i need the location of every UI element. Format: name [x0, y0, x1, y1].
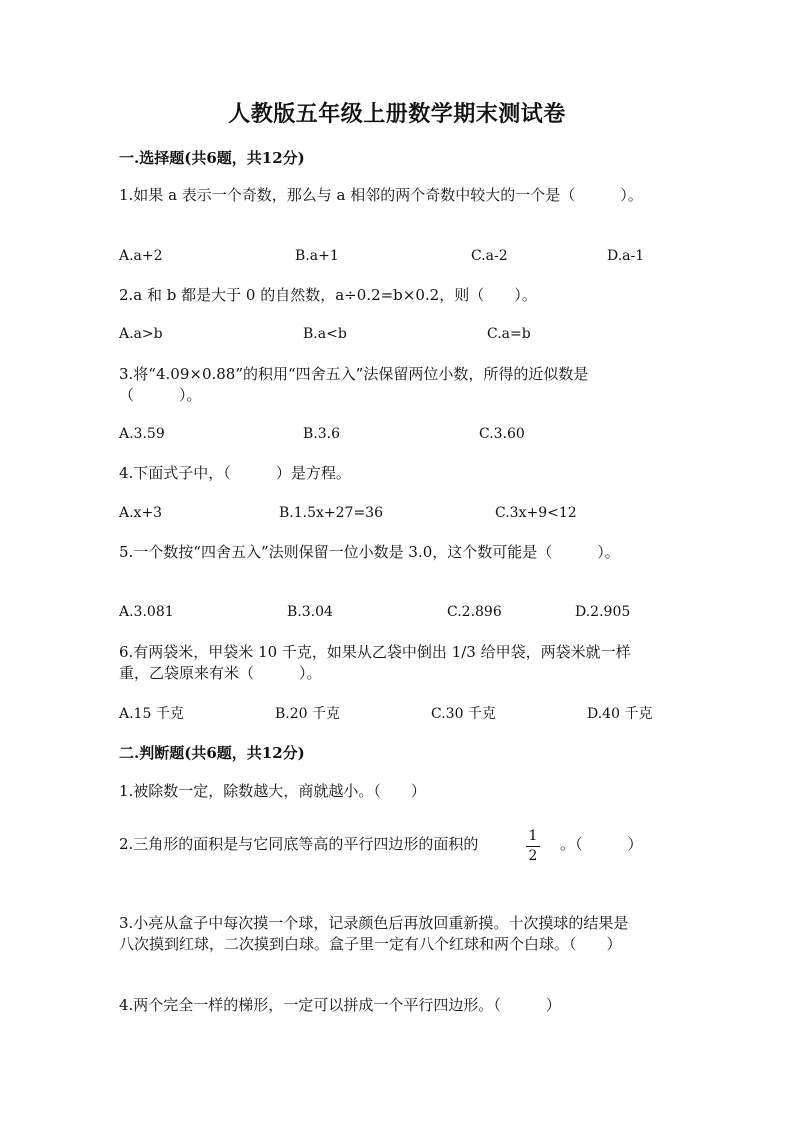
- q6-option-d: D.40 千克: [587, 706, 653, 722]
- judgement-3-text: 3.小亮从盒子中每次摸一个球，记录颜色后再放回重新摸。十次摸球的结果是: [119, 914, 629, 932]
- q1-option-b: B.a+1: [295, 248, 339, 264]
- fraction-one-half: [524, 829, 542, 864]
- q1-option-d: D.a-1: [607, 248, 645, 264]
- q3-option-c: C.3.60: [479, 426, 525, 442]
- q2-option-b: B.a<b: [303, 326, 347, 342]
- q2-option-a: A.a>b: [119, 326, 163, 342]
- question-2-text: 2.a 和 b 都是大于 0 的自然数，a÷0.2=b×0.2，则（ ）。: [119, 286, 537, 304]
- judgement-2-text-tail: 。（ ）: [560, 835, 643, 853]
- section-heading-judgement: 二.判断题(共6题，共12分): [119, 744, 305, 762]
- q6-option-c: C.30 千克: [431, 706, 496, 722]
- q4-option-b: B.1.5x+27=36: [279, 505, 383, 521]
- judgement-3-text-line2: 八次摸到红球，二次摸到白球。盒子里一定有八个红球和两个白球。（ ）: [119, 935, 622, 953]
- q4-option-c: C.3x+9<12: [495, 505, 577, 521]
- fraction-denominator: 2: [528, 848, 538, 864]
- judgement-2-text: 2.三角形的面积是与它同底等高的平行四边形的面积的: [119, 835, 479, 853]
- fraction-numerator: 1: [528, 828, 538, 844]
- q1-option-c: C.a-2: [471, 248, 508, 264]
- q5-option-b: B.3.04: [287, 604, 333, 620]
- q5-option-d: D.2.905: [575, 604, 631, 620]
- question-3-text: 3.将“4.09×0.88”的积用“四舍五入”法保留两位小数，所得的近似数是: [119, 365, 589, 383]
- q1-option-a: A.a+2: [119, 248, 163, 264]
- fraction-bar: [526, 846, 540, 847]
- question-6-text-line2: 重，乙袋原来有米（ ）。: [119, 664, 322, 682]
- question-3-text-line2: （ ）。: [119, 386, 202, 404]
- judgement-4-text: 4.两个完全一样的梯形，一定可以拼成一个平行四边形。（ ）: [119, 996, 561, 1014]
- question-1-text: 1.如果 a 表示一个奇数，那么与 a 相邻的两个奇数中较大的一个是（ ）。: [119, 186, 643, 204]
- q4-option-a: A.x+3: [119, 505, 163, 521]
- q3-option-b: B.3.6: [303, 426, 341, 442]
- page-title: 人教版五年级上册数学期末测试卷: [228, 101, 566, 127]
- section-heading-choice: 一.选择题(共6题，共12分): [119, 149, 305, 167]
- q6-option-a: A.15 千克: [119, 706, 184, 722]
- question-6-text: 6.有两袋米，甲袋米 10 千克，如果从乙袋中倒出 1/3 给甲袋，两袋米就一样: [119, 643, 631, 661]
- question-4-text: 4.下面式子中，（ ）是方程。: [119, 464, 351, 482]
- q6-option-b: B.20 千克: [275, 706, 341, 722]
- q5-option-a: A.3.081: [119, 604, 174, 620]
- q2-option-c: C.a=b: [487, 326, 531, 342]
- q5-option-c: C.2.896: [447, 604, 502, 620]
- question-5-text: 5.一个数按“四舍五入”法则保留一位小数是 3.0，这个数可能是（ ）。: [119, 543, 620, 561]
- q3-option-a: A.3.59: [119, 426, 165, 442]
- judgement-1-text: 1.被除数一定，除数越大，商就越小。（ ）: [119, 782, 426, 800]
